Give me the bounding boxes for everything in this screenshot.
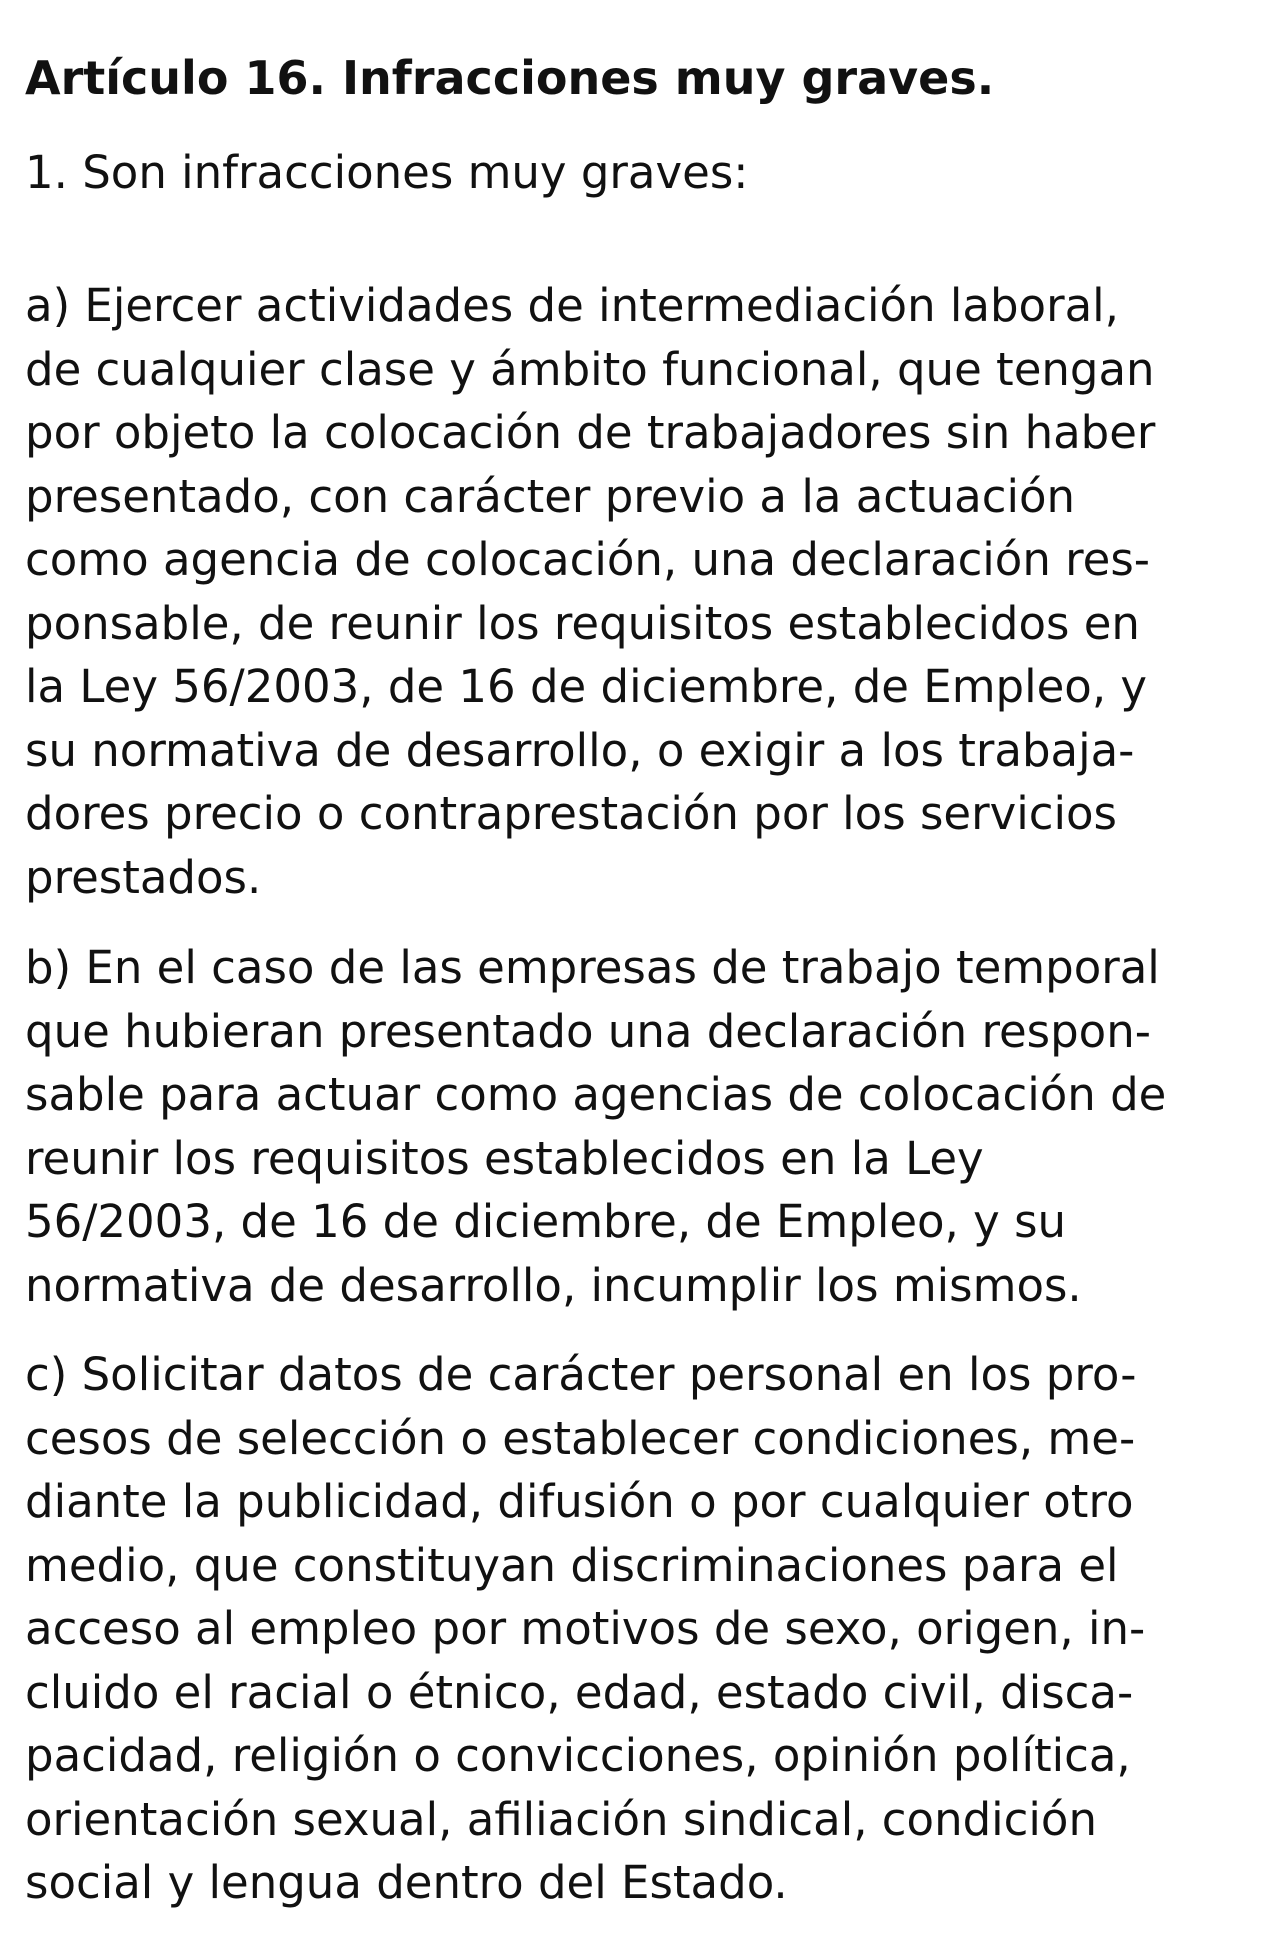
paragraph-line: social y lengua dentro del Estado.: [25, 1856, 788, 1909]
paragraph-line: la Ley 56/2003, de 16 de diciembre, de Empleo, y: [25, 660, 1148, 713]
paragraph-line: ponsable, de reunir los requisitos establecidos en: [25, 596, 1140, 650]
paragraph-line: acceso al empleo por motivos de sexo, origen, in-: [25, 1602, 1146, 1655]
paragraph-line: que hubieran presentado una declaración respon-: [25, 1004, 1151, 1058]
paragraph-line: reunir los requisitos establecidos en la Ley: [25, 1131, 984, 1185]
paragraph-line: prestados.: [25, 850, 262, 904]
paragraph-line: pacidad, religión o convicciones, opinión política,: [25, 1729, 1131, 1782]
paragraph-line: dores precio o contraprestación por los servicios: [25, 787, 1117, 840]
paragraph-line: c) Solicitar datos de carácter personal en los pro-: [25, 1348, 1137, 1401]
paragraph-line: a) Ejercer actividades de intermediación laboral,: [25, 279, 1119, 332]
paragraph-line: normativa de desarrollo, incumplir los mismos.: [25, 1258, 1082, 1312]
paragraph-line: de cualquier clase y ámbito funcional, que tengan: [25, 342, 1155, 396]
paragraph-line: orientación sexual, afiliación sindical, condición: [25, 1792, 1097, 1846]
paragraph-line: cluido el racial o étnico, edad, estado civil, disca-: [25, 1665, 1134, 1719]
paragraph-line: cesos de selección o establecer condiciones, me-: [25, 1411, 1136, 1465]
article-intro: 1. Son infracciones muy graves:: [25, 146, 749, 199]
paragraph-line: sable para actuar como agencias de colocación de: [25, 1068, 1167, 1121]
paragraph-line: medio, que constituyan discriminaciones para el: [25, 1538, 1119, 1592]
paragraph-line: por objeto la colocación de trabajadores sin haber: [25, 406, 1156, 459]
paragraph-b: [25, 936, 1166, 1317]
paragraph-line: su normativa de desarrollo, o exigir a los trabaja-: [25, 723, 1135, 777]
paragraph-line: b) En el caso de las empresas de trabajo temporal: [25, 941, 1160, 994]
article-title: Artículo 16. Infracciones muy graves.: [25, 51, 995, 105]
paragraph-line: 56/2003, de 16 de diciembre, de Empleo, y su: [25, 1195, 1067, 1248]
paragraph-line: como agencia de colocación, una declaración res-: [25, 533, 1151, 586]
paragraph-line: presentado, con carácter previo a la actuación: [25, 469, 1076, 523]
paragraph-line: diante la publicidad, difusión o por cualquier otro: [25, 1475, 1134, 1528]
paragraph-a: [25, 274, 1155, 909]
paragraph-c: [25, 1343, 1145, 1915]
